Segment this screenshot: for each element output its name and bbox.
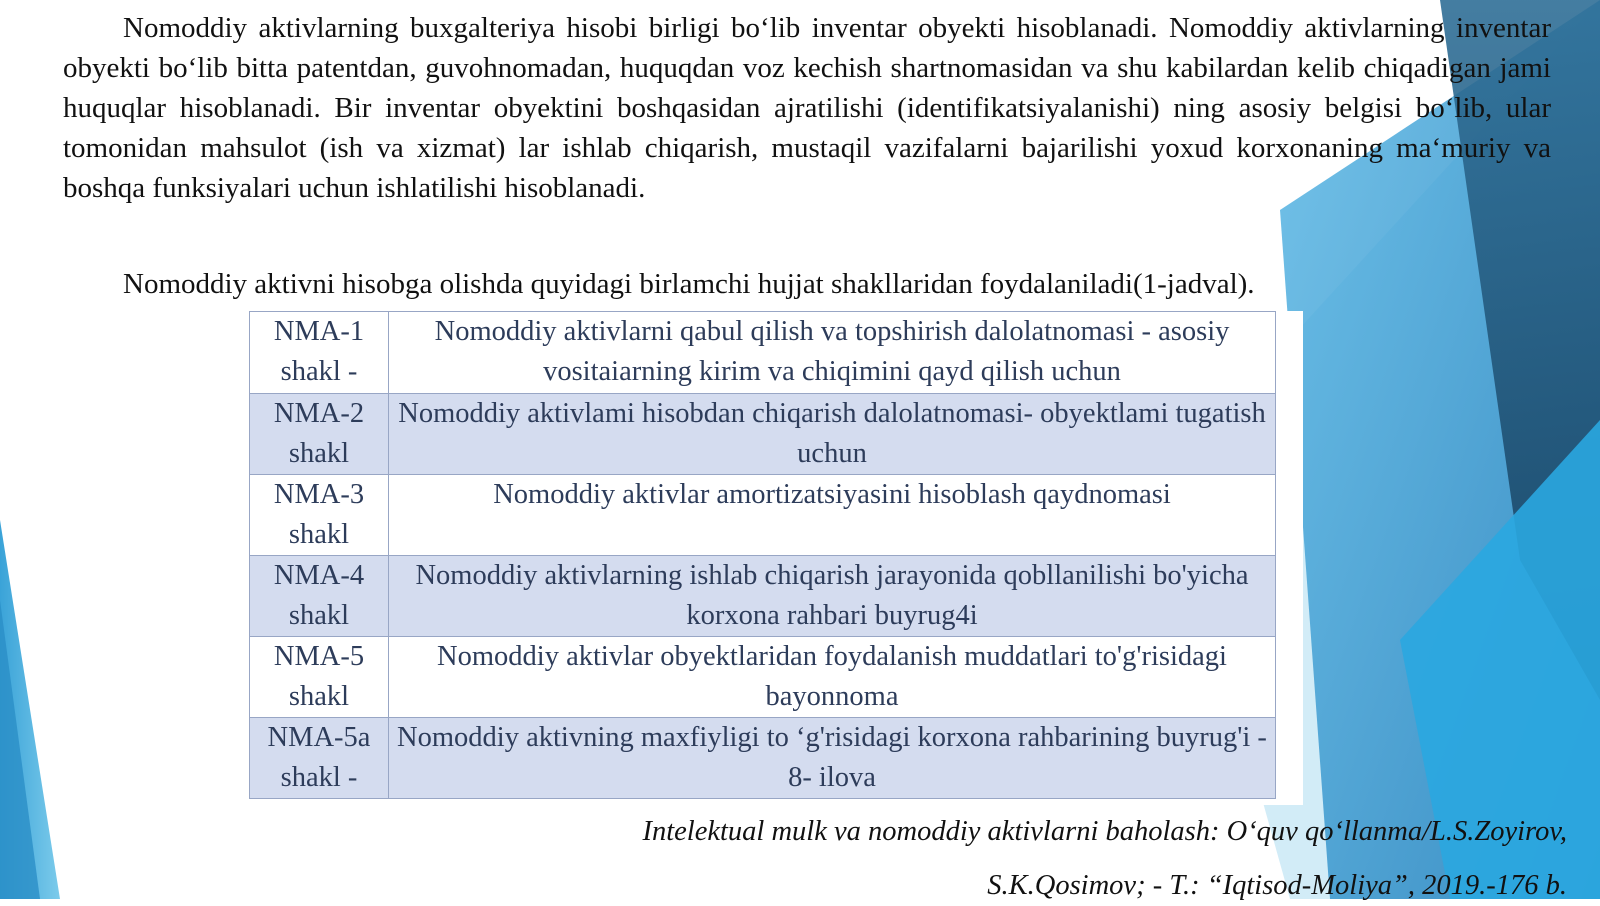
form-description-cell: Nomoddiy aktivlarni qabul qilish va topshirish dalolatnomasi - asosiy vositaiarning kirim va chiqimini qayd qilish uchun [389, 312, 1276, 394]
paragraph-intangible-assets-definition: Nomoddiy aktivlarning buxgalteriya hisobi birligi bo‘lib inventar obyekti hisoblanadi. Nomoddiy aktivlarning inventar obyekti bo‘lib bitta patentdan, guvohnomadan, huquqdan voz kechish shartnomasidan va shu kabilardan kelib chiqadigan jami huquqlar hisoblanadi. Bir inventar obyektini boshqasidan ajratilishi (identifikatsiyalanishi) ning asosiy belgisi bo‘lib, ular tomonidan mahsulot (ish va xizmat) lar ishlab chiqarish, mustaqil vazifalarni bajarilishi yoxud korxonaning ma‘muriy va boshqa funksiyalari uchun ishlatilishi hisoblanadi. [63, 12, 1551, 204]
form-description-cell: Nomoddiy aktivning maxfiyligi to ‘g'risidagi korxona rahbarining buyrug'i - 8- ilova [389, 718, 1276, 799]
form-description-cell: Nomoddiy aktivlarning ishlab chiqarish jarayonida qobllanilishi bo'yicha korxona rahbari buyrug4i [389, 556, 1276, 637]
table-row [250, 637, 1276, 718]
form-description-cell: Nomoddiy aktivlar amortizatsiyasini hisoblash qaydnomasi [389, 475, 1276, 556]
form-code-cell: NMA-1 shakl - [250, 312, 389, 394]
form-code-cell: NMA-2 shakl [250, 394, 389, 475]
form-code-cell: NMA-5 shakl [250, 637, 389, 718]
form-code-cell: NMA-5a shakl - [250, 718, 389, 799]
document-forms-table-panel [249, 311, 1303, 805]
document-forms-table [249, 311, 1276, 799]
form-code-cell: NMA-4 shakl [250, 556, 389, 637]
table-row [250, 475, 1276, 556]
form-description-cell: Nomoddiy aktivlar obyektlaridan foydalanish muddatlari to'g'risidagi bayonnoma [389, 637, 1276, 718]
citation-line-1: Intelektual mulk va nomoddiy aktivlarni baholash: O‘quv qo‘llanma/L.S.Zoyirov, [642, 816, 1567, 847]
form-description-cell: Nomoddiy aktivlami hisobdan chiqarish dalolatnomasi- obyektlami tugatish uchun [389, 394, 1276, 475]
citation-line-2: S.K.Qosimov; - T.: “Iqtisod-Moliya”, 2019.-176 b. [987, 870, 1567, 901]
table-row [250, 312, 1276, 394]
table-row [250, 718, 1276, 799]
table-row [250, 394, 1276, 475]
paragraph-primary-documents-intro: Nomoddiy aktivni hisobga olishda quyidagi birlamchi hujjat shakllaridan foydalaniladi(1-jadval). [123, 268, 1255, 300]
form-code-cell: NMA-3 shakl [250, 475, 389, 556]
table-row [250, 556, 1276, 637]
